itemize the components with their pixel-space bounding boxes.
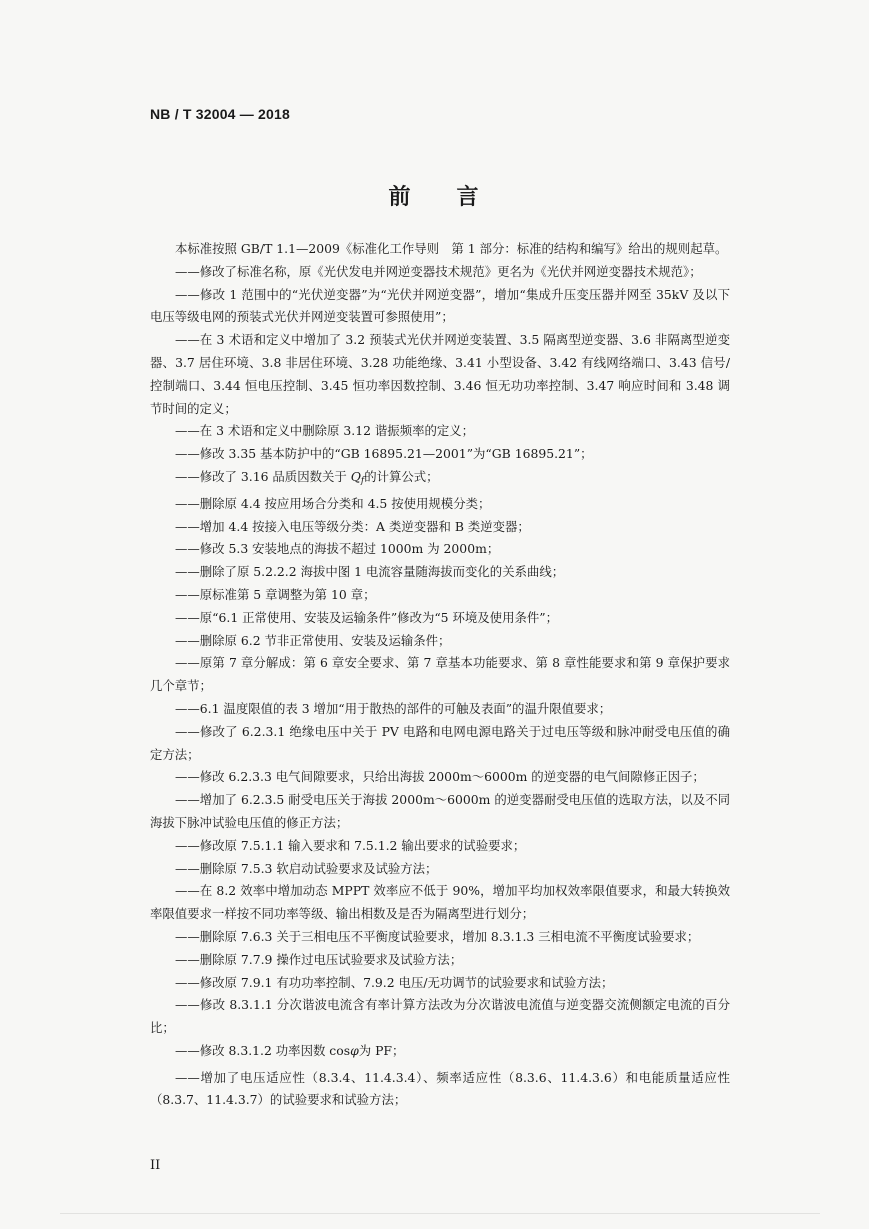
preface-paragraph: ——删除原 7.5.3 软启动试验要求及试验方法； [175, 860, 438, 876]
preface-paragraph: ——增加 4.4 按接入电压等级分类：A 类逆变器和 B 类逆变器； [175, 518, 530, 534]
preface-paragraph: ——修改 6.2.3.3 电气间隙要求，只给出海拔 2000m～6000m 的逆变器的电气间隙修正因子； [175, 769, 705, 785]
preface-paragraph: ——删除原 4.4 按应用场合分类和 4.5 按使用规模分类； [175, 495, 491, 511]
math-variable: φ [350, 1042, 359, 1058]
preface-paragraph: ——修改 3.35 基本防护中的“GB 16895.21—2001”为“GB 16895.21”； [175, 446, 593, 462]
preface-paragraph: ——修改 8.3.1.1 分次谐波电流含有率计算方法改为分次谐波电流值与逆变器交流侧额定电流的百分比； [150, 997, 730, 1036]
preface-paragraph: ——修改了 6.2.3.1 绝缘电压中关于 PV 电路和电网电源电路关于过电压等级和脉冲耐受电压值的确定方法； [150, 723, 730, 762]
preface-paragraph: ——删除了原 5.2.2.2 海拔中图 1 电流容量随海拔而变化的关系曲线； [175, 564, 565, 580]
preface-paragraph: ——在 3 术语和定义中增加了 3.2 预装式光伏并网逆变装置、3.5 隔离型逆变器、3.6 非隔离型逆变器、3.7 居住环境、3.8 非居住环境、3.28 功能绝缘、3.41 小型设备、3.42 有线网络端口、3.43 信号/控制端口、3.44 恒电压控制、3.45 恒功率因数控制、3.46 恒无功功率控制、3.47 响应时间和 3.48 调节时间的定义； [150, 332, 730, 416]
preface-paragraph: ——增加了 6.2.3.5 耐受电压关于海拔 2000m～6000m 的逆变器耐受电压值的选取方法，以及不同海拔下脉冲试验电压值的修正方法； [150, 792, 730, 830]
preface-paragraph: ——修改 5.3 安装地点的海拔不超过 1000m 为 2000m； [175, 541, 500, 557]
preface-paragraph: ——增加了电压适应性（8.3.4、11.4.3.4）、频率适应性（8.3.6、11.4.3.6）和电能质量适应性（8.3.7、11.4.3.7）的试验要求和试验方法； [150, 1069, 730, 1108]
paragraph-text-after: 的计算公式； [364, 468, 439, 484]
preface-paragraph: ——删除原 6.2 节非正常使用、安装及运输条件； [175, 632, 451, 648]
title-char-right: 言 [456, 185, 481, 210]
preface-paragraph: ——删除原 7.6.3 关于三相电压不平衡度试验要求，增加 8.3.1.3 三相电流不平衡度试验要求； [175, 928, 700, 944]
paragraph-text-before: ——修改 8.3.1.2 功率因数 cos [175, 1042, 351, 1058]
preface-paragraph: ——修改 1 范围中的“光伏逆变器”为“光伏并网逆变器”，增加“集成升压变压器并网至 35kV 及以下电压等级电网的预装式光伏并网逆变装置可参照使用”； [150, 286, 730, 325]
preface-paragraph: ——原标准第 5 章调整为第 10 章； [175, 586, 376, 602]
preface-paragraph: ——删除原 7.7.9 操作过电压试验要求及试验方法； [175, 951, 463, 967]
page-title [0, 180, 869, 211]
preface-paragraph: ——在 3 术语和定义中删除原 3.12 谐振频率的定义； [175, 423, 475, 439]
standard-code-header: NB / T 32004 — 2018 [150, 106, 290, 122]
math-subscript: f [360, 475, 365, 486]
preface-paragraph: ——6.1 温度限值的表 3 增加“用于散热的部件的可触及表面”的温升限值要求； [175, 700, 612, 716]
preface-paragraph: ——修改原 7.9.1 有功功率控制、7.9.2 电压/无功调节的试验要求和试验方法； [175, 974, 614, 990]
preface-paragraph: ——原第 7 章分解成：第 6 章安全要求、第 7 章基本功能要求、第 8 章性能要求和第 9 章保护要求几个章节； [150, 655, 730, 694]
preface-paragraph: 本标准按照 GB/T 1.1—2009《标准化工作导则 第 1 部分：标准的结构和编写》给出的规则起草。 [175, 241, 728, 256]
scan-edge-line [60, 1213, 820, 1214]
preface-paragraph [150, 1040, 730, 1067]
paragraph-text-before: ——修改了 3.16 品质因数关于 [175, 468, 351, 484]
title-char-left: 前 [388, 185, 413, 210]
preface-body [150, 238, 730, 1112]
paragraph-text-after: 为 PF； [358, 1042, 405, 1058]
preface-paragraph: ——原“6.1 正常使用、安装及运输条件”修改为“5 环境及使用条件”； [175, 609, 558, 625]
preface-paragraph: ——在 8.2 效率中增加动态 MPPT 效率应不低于 90%，增加平均加权效率限值要求，和最大转换效率限值要求一样按不同功率等级、输出相数及是否为隔离型进行划分； [150, 883, 730, 922]
math-variable: Q [350, 468, 361, 484]
page-number: II [150, 1158, 161, 1173]
preface-paragraph: ——修改了标准名称，原《光伏发电并网逆变器技术规范》更名为《光伏并网逆变器技术规范》； [175, 263, 702, 279]
preface-paragraph: ——修改原 7.5.1.1 输入要求和 7.5.1.2 输出要求的试验要求； [175, 837, 526, 853]
preface-paragraph [150, 466, 730, 493]
